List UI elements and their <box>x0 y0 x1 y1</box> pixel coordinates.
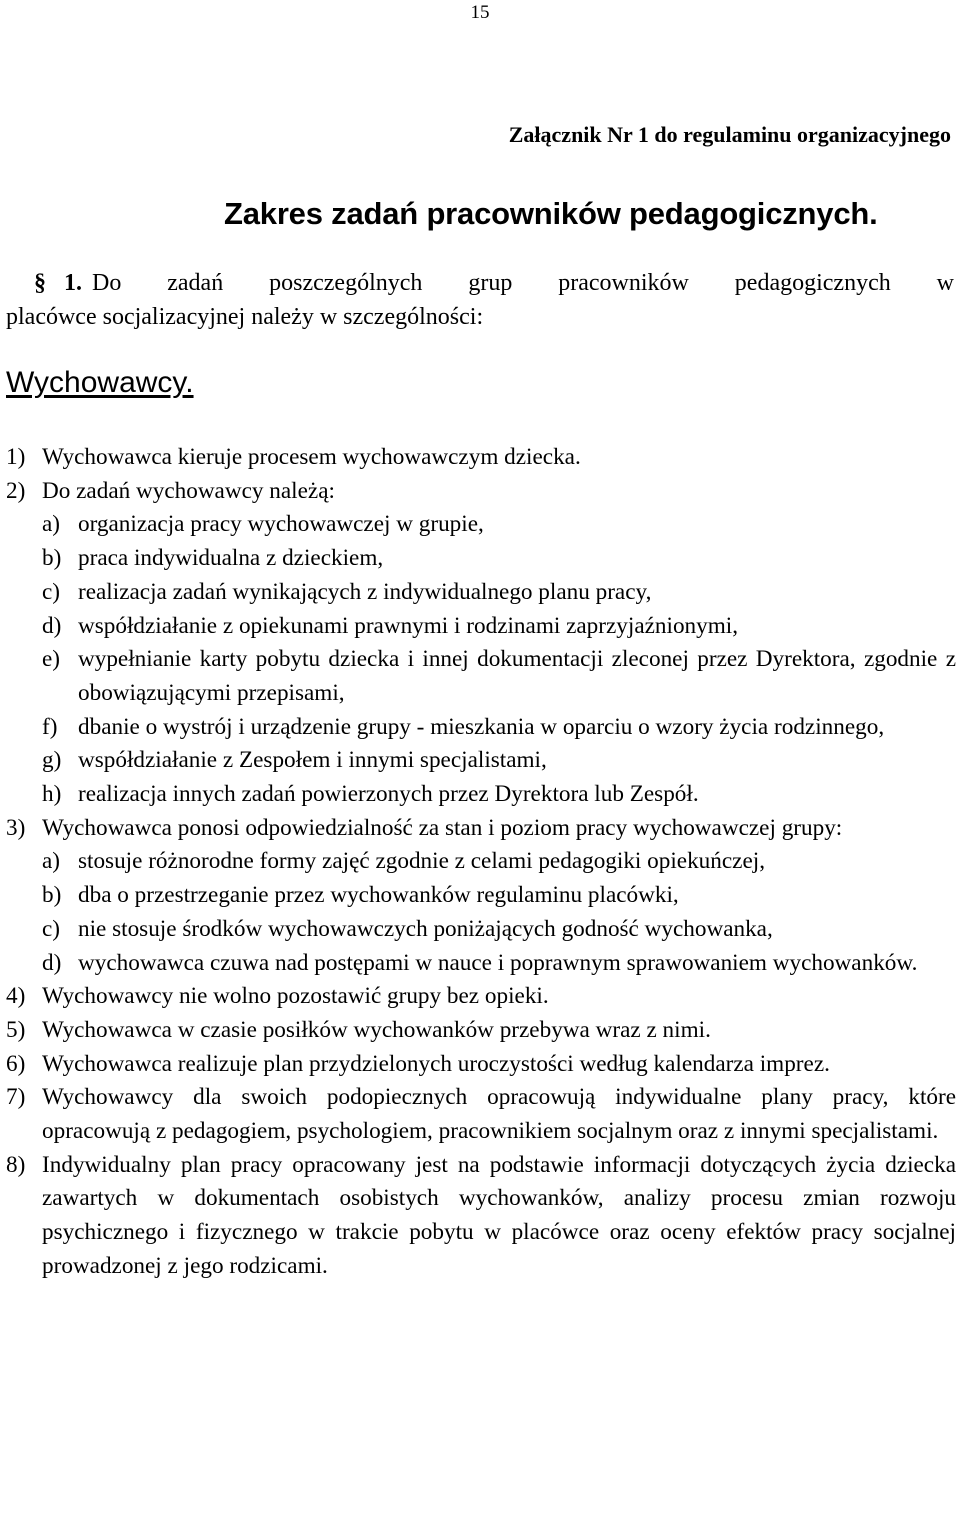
section-text-line2: placówce socjalizacyjnej należy w szczególności: <box>6 304 484 330</box>
item-marker: 4) <box>6 983 26 1010</box>
section-lead-line <box>6 266 954 300</box>
list-item <box>6 1048 956 1082</box>
list-item <box>6 1081 956 1148</box>
sub-item-marker: h) <box>42 781 62 808</box>
sub-item-marker: d) <box>42 949 62 976</box>
item-marker: 7) <box>6 1084 26 1111</box>
item-text: Wychowawcy dla swoich podopiecznych opracowują indywidualne plany pracy, które opracowują z pedagogiem, psychologiem, pracownikiem socjalnym oraz z innymi specjalistami. <box>42 1084 956 1145</box>
annex-title: Załącznik Nr 1 do regulaminu organizacyjnego <box>508 122 951 147</box>
section-number: 1. <box>64 270 82 296</box>
sub-item <box>6 542 956 576</box>
sub-item <box>6 913 956 947</box>
sub-item-marker: c) <box>42 578 61 605</box>
sub-item-marker: a) <box>42 511 61 538</box>
item-marker: 8) <box>6 1151 26 1178</box>
item-text: Wychowawca realizuje plan przydzielonych uroczystości według kalendarza imprez. <box>42 1050 830 1077</box>
sub-item-marker: b) <box>42 545 62 572</box>
item-text: Wychowawca w czasie posiłków wychowanków przebywa wraz z nimi. <box>42 1016 711 1043</box>
sub-item-text: dbanie o wystrój i urządzenie grupy - mieszkania w oparciu o wzory życia rodzinnego, <box>78 713 885 740</box>
item-marker: 3) <box>6 814 26 841</box>
item-text: Indywidualny plan pracy opracowany jest na podstawie informacji dotyczących życia dziecka zawartych w dokumentach osobistych wychowanków, analizy procesu zmian rozwoju psychicznego i fizycznego w trakcie pobytu w placówce oraz oceny efektów pracy socjalnej prowadzonej z jego rodzicami. <box>42 1151 956 1279</box>
item-text: Wychowawcy nie wolno pozostawić grupy bez opieki. <box>42 983 549 1010</box>
sub-item-marker: a) <box>42 848 61 875</box>
sub-item <box>6 947 956 981</box>
sub-item-text: wypełnianie karty pobytu dziecka i innej dokumentacji zleconej przez Dyrektora, zgodnie z obowiązującymi przepisami, <box>78 646 956 706</box>
sub-item-marker: d) <box>42 612 62 639</box>
list-item <box>6 441 956 475</box>
sub-item-text: współdziałanie z opiekunami prawnymi i rodzinami zaprzyjaźnionymi, <box>78 612 738 639</box>
sub-item <box>6 643 956 710</box>
section-1 <box>6 266 954 334</box>
sub-item <box>6 711 956 745</box>
sub-item <box>6 744 956 778</box>
list-item <box>6 475 956 509</box>
sub-item <box>6 610 956 644</box>
sub-item-marker: e) <box>42 646 61 673</box>
item-text: Wychowawca ponosi odpowiedzialność za stan i poziom pracy wychowawczej grupy: <box>42 814 843 841</box>
list-item <box>6 1014 956 1048</box>
section-text-line1: Do zadań poszczególnych grup pracowników pedagogicznych w <box>92 270 954 296</box>
item-marker: 2) <box>6 477 26 504</box>
sub-item-text: wychowawca czuwa nad postępami w nauce i poprawnym sprawowaniem wychowanków. <box>78 949 918 976</box>
sub-item-text: stosuje różnorodne formy zajęć zgodnie z celami pedagogiki opiekuńczej, <box>78 848 765 875</box>
duties-list <box>6 441 956 1284</box>
sub-item-text: praca indywidualna z dzieckiem, <box>78 545 384 572</box>
sub-item-text: realizacja zadań wynikających z indywidualnego planu pracy, <box>78 578 652 605</box>
sub-item <box>6 508 956 542</box>
sub-item-text: realizacja innych zadań powierzonych przez Dyrektora lub Zespół. <box>78 781 699 808</box>
sub-item-text: nie stosuje środków wychowawczych poniżających godność wychowanka, <box>78 915 773 942</box>
paragraph-sign: § <box>34 270 46 296</box>
sub-item-text: współdziałanie z Zespołem i innymi specjalistami, <box>78 747 547 774</box>
sub-item-marker: g) <box>42 747 62 774</box>
group-heading: Wychowawcy. <box>6 366 194 399</box>
sub-item-text: dba o przestrzeganie przez wychowanków regulaminu placówki, <box>78 882 679 909</box>
sub-item <box>6 879 956 913</box>
list-item <box>6 812 956 846</box>
item-text: Do zadań wychowawcy należą: <box>42 477 335 504</box>
sub-item <box>6 845 956 879</box>
sub-item-marker: f) <box>42 713 58 740</box>
item-text: Wychowawca kieruje procesem wychowawczym dziecka. <box>42 444 581 470</box>
sub-item-marker: c) <box>42 915 61 942</box>
document-title: Zakres zadań pracowników pedagogicznych. <box>224 196 878 231</box>
item-marker: 6) <box>6 1050 26 1077</box>
item-marker: 5) <box>6 1016 26 1043</box>
sub-item-marker: b) <box>42 882 62 909</box>
page-number: 15 <box>470 2 490 23</box>
sub-item <box>6 576 956 610</box>
list-item <box>6 1149 956 1284</box>
sub-item <box>6 778 956 812</box>
sub-item-text: organizacja pracy wychowawczej w grupie, <box>78 511 484 538</box>
list-item <box>6 980 956 1014</box>
item-marker: 1) <box>6 444 26 470</box>
